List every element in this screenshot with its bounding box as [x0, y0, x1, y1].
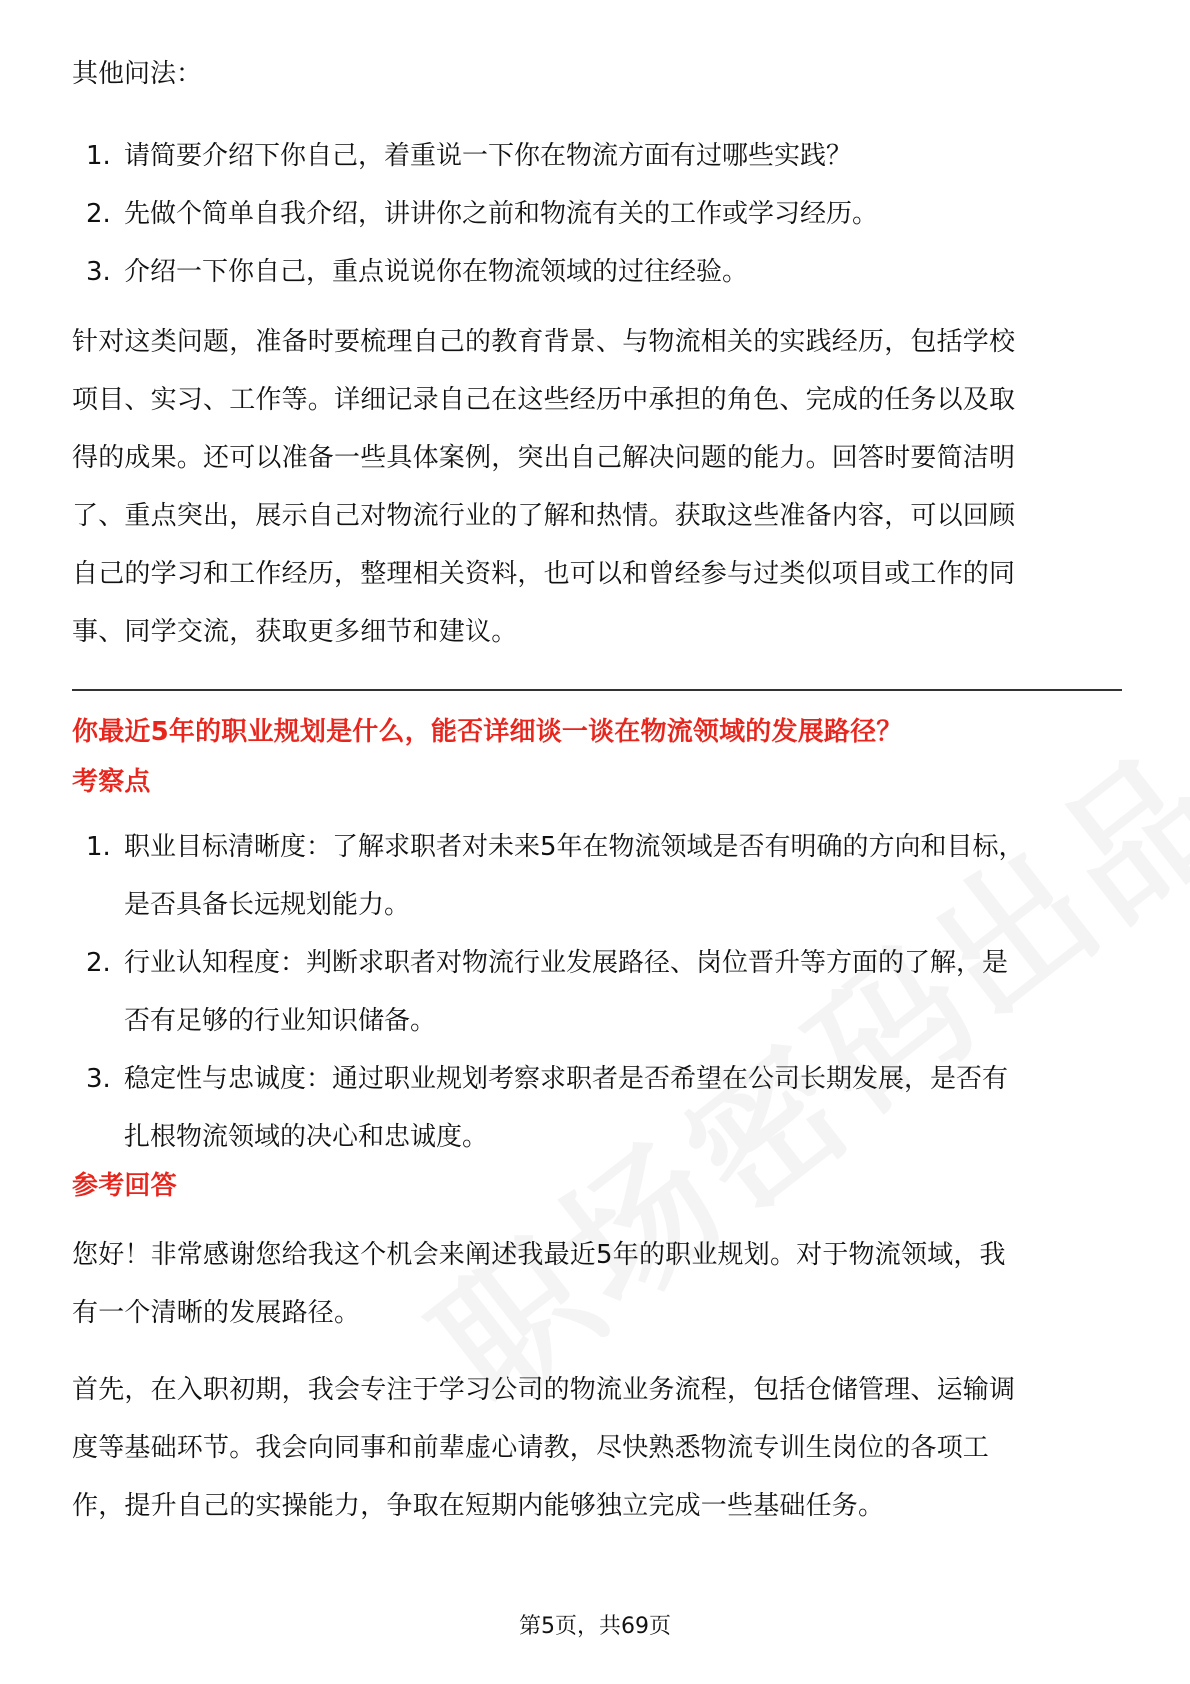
list-item: 3. 介绍一下你自己，重点说说你在物流领域的过往经验。 [86, 257, 749, 287]
answer-heading: 参考回答 [72, 1171, 177, 1201]
list-item: 1. 职业目标清晰度：了解求职者对未来5年在物流领域是否有明确的方向和目标， 是否具备长远规划能力。 [86, 832, 1025, 920]
section-divider [72, 689, 1122, 691]
list-item: 1. 请简要介绍下你自己，着重说一下你在物流方面有过哪些实践？ [86, 141, 853, 171]
points-heading: 考察点 [72, 767, 151, 797]
question-title: 你最近5年的职业规划是什么，能否详细谈一谈在物流领域的发展路径？ [72, 717, 903, 747]
alt-questions-label: 其他问法： [72, 59, 203, 89]
list-item: 2. 先做个简单自我介绍，讲讲你之前和物流有关的工作或学习经历。 [86, 199, 879, 229]
page-number: 第5页，共69页 [519, 1614, 671, 1639]
list-item: 2. 行业认知程度：判断求职者对物流行业发展路径、岗位晋升等方面的了解，是 否有足够的行业知识储备。 [86, 948, 1009, 1036]
list-item: 3. 稳定性与忠诚度：通过职业规划考察求职者是否希望在公司长期发展，是否有 扎根物流领域的决心和忠诚度。 [86, 1064, 1009, 1152]
answer-paragraph-1: 您好！非常感谢您给我这个机会来阐述我最近5年的职业规划。对于物流领域，我 有一个清晰的发展路径。 [72, 1240, 1006, 1328]
advice-paragraph: 针对这类问题，准备时要梳理自己的教育背景、与物流相关的实践经历，包括学校 项目、实习、工作等。详细记录自己在这些经历中承担的角色、完成的任务以及取 得的成果。还可以准备一些具体案例，突出自己解决问题的能力。回答时要简洁明 了、重点突出，展示自己对物流行业的了解和热情。获取这些准备内容，可以回顾 自己的学习和工作经历，整理相关资料，也可以和曾经参与过类似项目或工作的同 事、同学交流，获取更多细节和建议。 [72, 327, 1016, 647]
alt-questions-list [72, 127, 1122, 301]
points-list [72, 818, 1122, 1166]
answer-paragraph-2: 首先，在入职初期，我会专注于学习公司的物流业务流程，包括仓储管理、运输调 度等基础环节。我会向同事和前辈虚心请教，尽快熟悉物流专训生岗位的各项工 作，提升自己的实操能力，争取在短期内能够独立完成一些基础任务。 [72, 1375, 1016, 1521]
